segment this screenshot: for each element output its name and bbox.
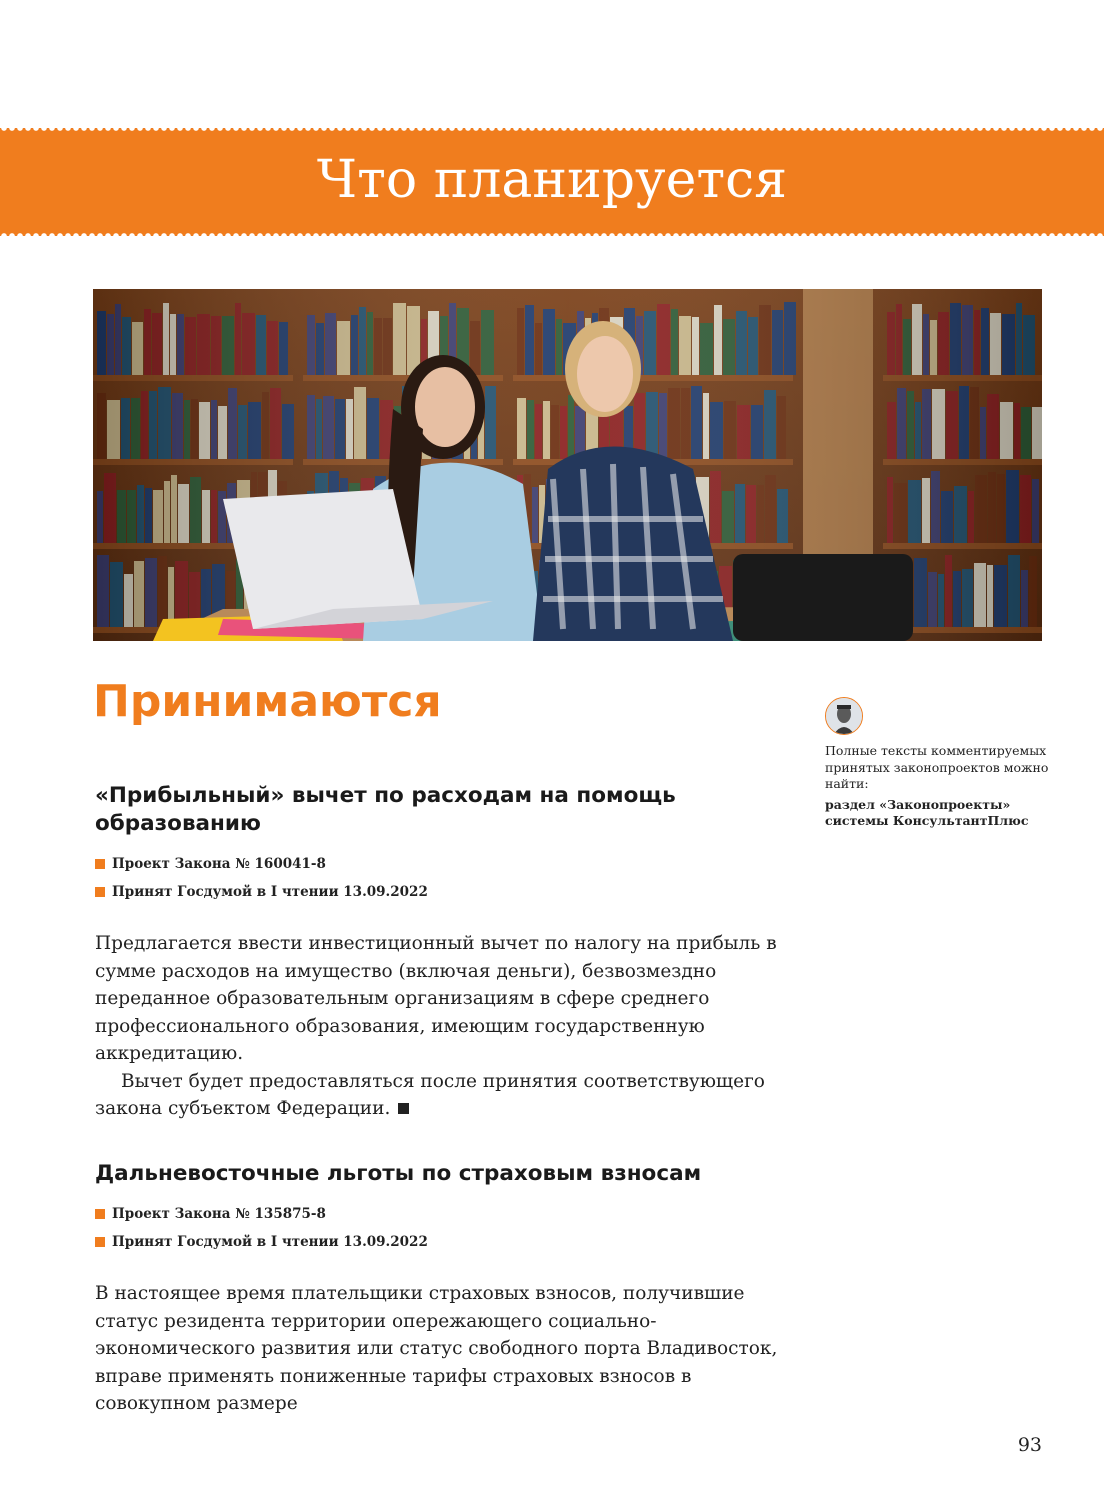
sidebar-note (825, 697, 1055, 830)
article-meta-list (95, 1200, 785, 1256)
chapter-title: Что планируется (316, 150, 788, 210)
meta-item: Проект Закона № 160041-8 (95, 850, 785, 878)
meta-item: Проект Закона № 135875-8 (95, 1200, 785, 1228)
bullet-square-icon (95, 1209, 105, 1219)
article-1 (95, 782, 785, 1123)
chapter-banner (0, 128, 1104, 236)
sidebar-source: раздел «Законопроекты» системы КонсультантПлюс (825, 796, 1029, 828)
article-paragraph: Вычет будет предоставляться после принятия соответствующего закона субъектом Федерации. (95, 1070, 765, 1119)
article-heading: «Прибыльный» вычет по расходам на помощь образованию (95, 783, 676, 836)
sidebar-text: Полные тексты комментируемых принятых законопроектов можно найти: (825, 743, 1049, 791)
end-of-article-icon (398, 1103, 409, 1114)
article-paragraph: Предлагается ввести инвестиционный вычет по налогу на прибыль в сумме расходов на имущество (включая деньги), безвозмездно переданное образовательным организациям в сфере среднего профессионального образования, имеющим государственную аккредитацию. (95, 933, 777, 1064)
section-title: Принимаются (93, 676, 442, 727)
article-heading: Дальневосточные льготы по страховым взносам (95, 1161, 702, 1186)
meta-item: Принят Госдумой в I чтении 13.09.2022 (95, 878, 785, 906)
bullet-square-icon (95, 887, 105, 897)
banner-scallop-bottom (0, 233, 1104, 239)
bullet-square-icon (95, 859, 105, 869)
bullet-square-icon (95, 1237, 105, 1247)
article-meta-list (95, 850, 785, 906)
banner-scallop-top (0, 125, 1104, 131)
page-number: 93 (1017, 1434, 1042, 1456)
students-library-photo (93, 289, 1042, 641)
expert-avatar-icon (825, 697, 863, 735)
article-paragraph: В настоящее время плательщики страховых взносов, получившие статус резидента территории опережающего социально-экономического развития или статус свободного порта Владивосток, вправе применять пониженные тарифы страховых взносов в совокупном размере (95, 1283, 778, 1414)
article-2 (95, 1160, 785, 1418)
meta-item: Принят Госдумой в I чтении 13.09.2022 (95, 1228, 785, 1256)
